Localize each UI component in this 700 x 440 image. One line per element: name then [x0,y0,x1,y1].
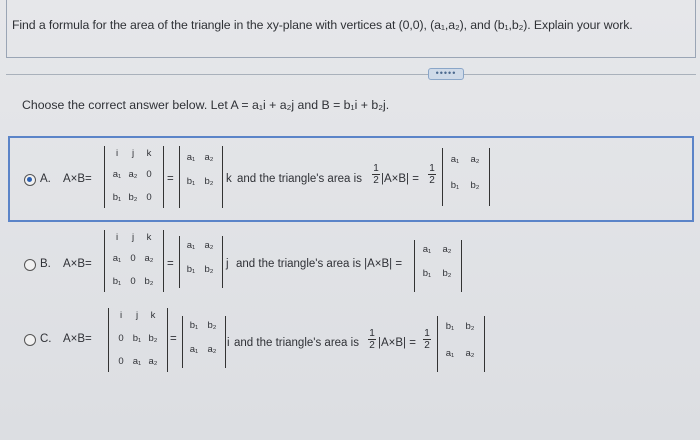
cell: a₂ [144,253,154,264]
cell: b₁ [450,180,460,191]
cell: b₂ [442,268,452,279]
option-c-det2b [437,316,485,372]
option-a-det2b [442,148,490,206]
cell: a₂ [204,152,214,163]
cell: b₁ [132,333,142,344]
option-b-det2 [179,236,223,288]
cell: a₁ [112,253,122,264]
cell: b₂ [128,192,138,203]
option-b-det2b [414,240,462,292]
cell: 0 [118,333,124,344]
cell: a₁ [186,152,196,163]
cell: k [146,232,152,243]
option-b-unit: j [226,258,229,270]
cell: k [150,310,156,321]
cell: b₂ [144,276,154,287]
option-c-letter: C. [40,333,52,345]
option-c-prefix: A×B= [63,333,92,345]
option-a-abs-text: |A×B| = [381,173,419,185]
option-b-area-text: and the triangle's area is |A×B| = [236,258,403,270]
denominator: 2 [373,175,379,186]
numerator: 1 [429,163,435,174]
cell: 0 [130,276,136,287]
option-a-unit: k [226,173,232,185]
option-c-area-text: and the triangle's area is [234,337,359,349]
cell: i [115,232,119,243]
option-a-det3 [104,146,164,208]
answer-instruction: Choose the correct answer below. Let A = a₁i + a₂j and B = b₁i + b₂j. [22,98,390,112]
cell: a₁ [445,348,455,359]
cell: a₂ [470,154,480,165]
cell: a₂ [204,240,214,251]
cell: 0 [146,169,152,180]
option-a-half-2 [428,163,436,186]
cell: b₁ [445,321,455,332]
cell: b₂ [148,333,158,344]
cell: a₁ [450,154,460,165]
cell: a₂ [442,244,452,255]
option-b-radio[interactable] [24,259,36,271]
cell: a₁ [189,344,199,355]
cell: a₁ [132,356,142,367]
cell: a₁ [186,240,196,251]
cell: b₂ [204,264,214,275]
equals-sign: = [167,173,174,185]
cell: b₁ [186,264,196,275]
cell: 0 [130,253,136,264]
cell: b₂ [470,180,480,191]
cell: b₁ [422,268,432,279]
denominator: 2 [424,340,430,351]
option-c-det3 [108,308,168,372]
cell: a₁ [422,244,432,255]
cell: b₁ [186,176,196,187]
cell: j [131,232,135,243]
equals-sign: = [167,258,174,270]
cell: j [131,148,135,159]
cell: a₂ [128,169,138,180]
option-a-det2 [179,146,223,208]
divider [6,74,696,75]
cell: b₁ [112,192,122,203]
cell: a₂ [207,344,217,355]
option-c-det2 [182,316,226,368]
cell: b₁ [189,320,199,331]
equals-sign: = [170,333,177,345]
option-b-det3 [104,230,164,292]
option-c-radio[interactable] [24,334,36,346]
cell: j [135,310,139,321]
denominator: 2 [429,175,435,186]
cell: b₂ [465,321,475,332]
denominator: 2 [369,340,375,351]
cell: b₂ [204,176,214,187]
option-b-letter: B. [40,258,51,270]
option-a-area-text: and the triangle's area is [237,173,362,185]
cell: i [119,310,123,321]
option-a-prefix: A×B= [63,173,92,185]
option-c-half [368,328,376,351]
cell: a₂ [148,356,158,367]
numerator: 1 [369,328,375,339]
cell: 0 [118,356,124,367]
cell: k [146,148,152,159]
cell: b₁ [112,276,122,287]
question-text: Find a formula for the area of the triangle in the xy-plane with vertices at (0,0), (a₁,a₂), and (b₁,b₂). Explain your work. [12,18,633,32]
option-b-prefix: A×B= [63,258,92,270]
option-a-half [372,163,380,186]
option-a-letter: A. [40,173,51,185]
numerator: 1 [424,328,430,339]
cell: i [115,148,119,159]
option-a-radio[interactable] [24,174,36,186]
cell: b₂ [207,320,217,331]
cell: a₂ [465,348,475,359]
option-c-unit: i [227,337,230,349]
cell: 0 [146,192,152,203]
option-c-abs-text: |A×B| = [378,337,416,349]
expand-more-button[interactable]: ••••• [428,68,464,80]
option-c-half-2 [423,328,431,351]
numerator: 1 [373,163,379,174]
cell: a₁ [112,169,122,180]
